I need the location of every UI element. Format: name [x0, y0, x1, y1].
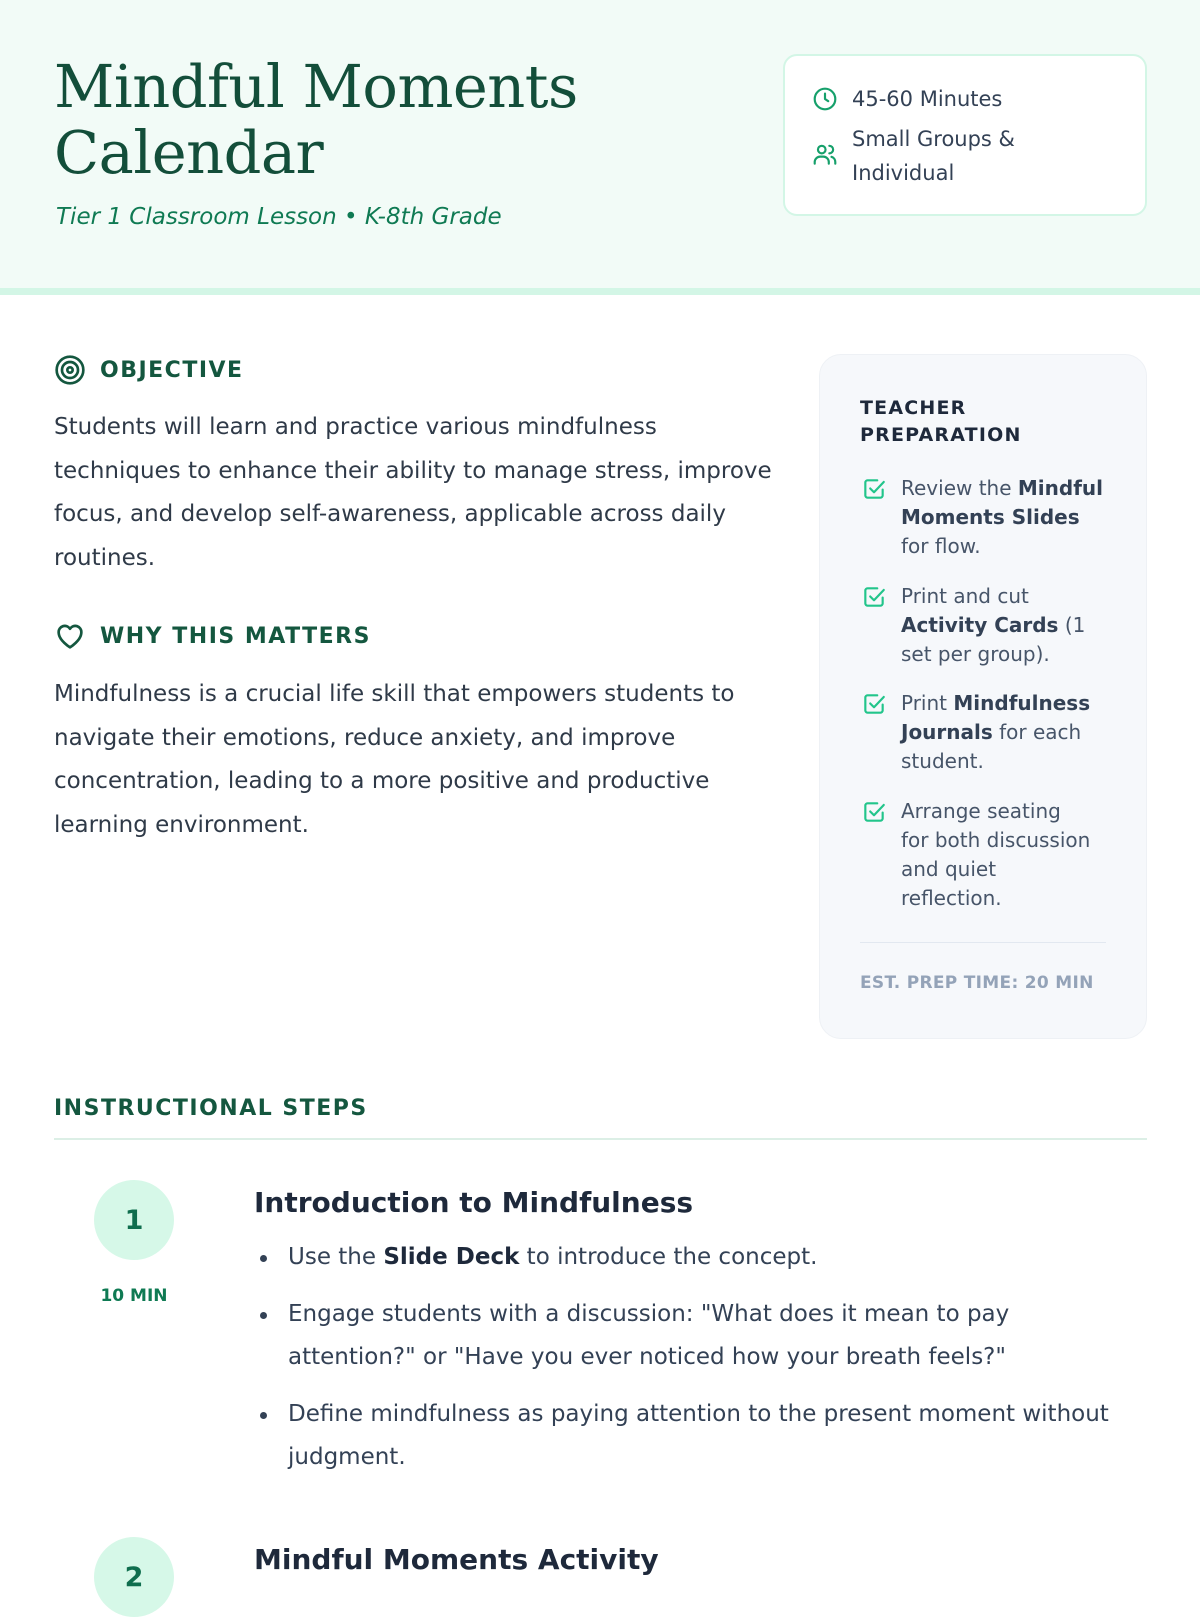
prep-time: EST. PREP TIME: 20 MIN: [860, 973, 1094, 993]
objective-label: OBJECTIVE: [100, 357, 244, 383]
step-bullets: [254, 1236, 1144, 1493]
prep-title: TEACHER PREPARATION: [860, 397, 1022, 446]
objective-heading: [54, 354, 244, 386]
heart-icon: [54, 620, 86, 652]
users-icon: [812, 142, 838, 168]
lesson-header: [0, 0, 1200, 295]
meta-grouping-text: Small Groups & Individual: [852, 127, 1015, 185]
list-item: Engage students with a discussion: "What does it mean to pay attention?" or "Have you ever noticed how your breath feels?": [254, 1293, 1144, 1380]
checkbox-checked-icon: [861, 799, 887, 825]
checkbox-checked-icon: [861, 476, 887, 502]
prep-divider: [860, 942, 1106, 943]
target-icon: [54, 354, 86, 386]
lesson-meta-card: [783, 54, 1147, 216]
page-title: Mindful Moments Calendar: [54, 52, 578, 187]
step-number-badge: 2: [94, 1537, 174, 1617]
step-title: Mindful Moments Activity: [254, 1543, 659, 1576]
why-label: WHY THIS MATTERS: [100, 623, 371, 649]
meta-grouping: [812, 122, 1042, 190]
objective-text: Students will learn and practice various mindfulness techniques to enhance their ability to manage stress, improve focus, and develop self-awareness, applicable across daily routines.: [54, 414, 772, 571]
list-item: Define mindfulness as paying attention to the present moment without judgment.: [254, 1393, 1144, 1480]
prep-item: [861, 474, 1109, 561]
prep-item: [861, 582, 1109, 669]
list-item: Use the Slide Deck to introduce the concept.: [254, 1236, 1144, 1280]
prep-item-text: Arrange seating for both discussion and quiet reflection.: [901, 799, 1091, 910]
steps-divider: [54, 1138, 1147, 1140]
step-duration: 10 MIN: [100, 1286, 168, 1306]
prep-item-text: Print and cut Activity Cards (1 set per group).: [901, 584, 1086, 666]
page-subtitle: Tier 1 Classroom Lesson • K-8th Grade: [56, 204, 502, 230]
meta-duration: [812, 82, 1002, 116]
prep-item: [861, 797, 1091, 913]
checkbox-checked-icon: [861, 691, 887, 717]
why-heading: [54, 620, 371, 652]
step-number-badge: 1: [94, 1180, 174, 1260]
clock-icon: [812, 86, 838, 112]
step-title: Introduction to Mindfulness: [254, 1186, 694, 1219]
prep-item-text: Review the Mindful Moments Slides for flow.: [901, 476, 1104, 558]
prep-item: [861, 689, 1109, 776]
steps-heading: INSTRUCTIONAL STEPS: [54, 1096, 368, 1121]
checkbox-checked-icon: [861, 584, 887, 610]
meta-duration-text: 45-60 Minutes: [852, 87, 1003, 111]
prep-item-text: Print Mindfulness Journals for each student.: [901, 691, 1091, 773]
why-text: Mindfulness is a crucial life skill that empowers students to navigate their emotions, reduce anxiety, and improve concentration, leading to a more positive and productive learning environment.: [54, 681, 735, 838]
